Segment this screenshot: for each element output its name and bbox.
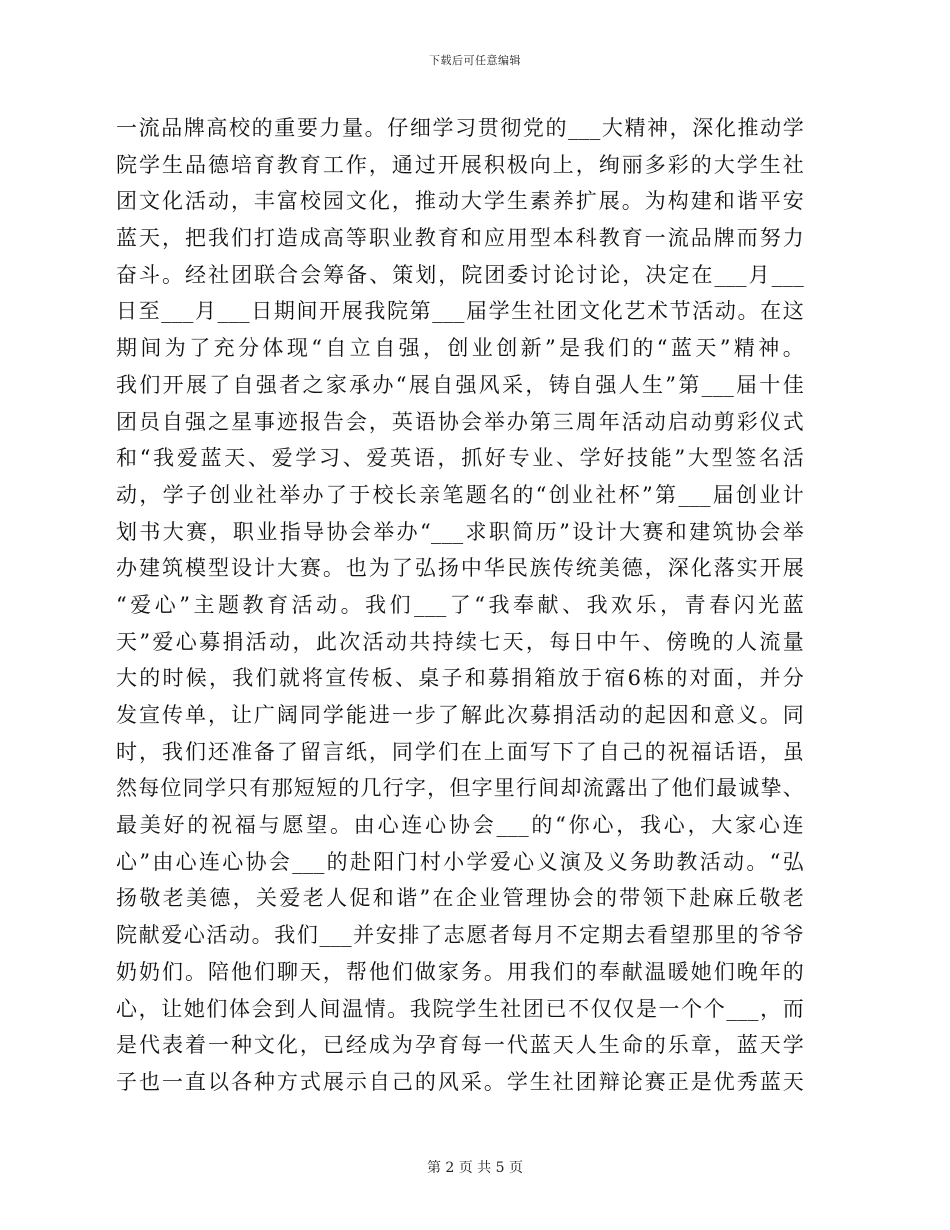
text-line: 院献爱心活动。我们___并安排了志愿者每月不定期去看望那里的爷爷 [116,923,804,948]
text-line: 和“我爱蓝天、爱学习、爱英语，抓好专业、学好技能”大型签名活 [116,446,804,471]
text-line: 院学生品德培育教育工作，通过开展积极向上，绚丽多彩的大学生社 [116,152,804,177]
text-line: 日至___月___日期间开展我院第___届学生社团文化艺术节活动。在这 [116,299,804,324]
text-line: 时，我们还准备了留言纸，同学们在上面写下了自己的祝福话语，虽 [116,739,804,764]
text-line: 奋斗。经社团联合会筹备、策划，院团委讨论讨论，决定在___月___ [116,262,804,287]
text-line: 最美好的祝福与愿望。由心连心协会___的“你心，我心，大家心连 [116,813,804,838]
text-line: 团文化活动，丰富校园文化，推动大学生素养扩展。为构建和谐平安 [116,189,804,214]
text-line: 团员自强之星事迹报告会，英语协会举办第三周年活动启动剪彩仪式 [116,409,804,434]
text-line: 动，学子创业社举办了于校长亲笔题名的“创业社杯”第___届创业计 [116,482,804,507]
text-line: 期间为了充分体现“自立自强，创业创新”是我们的“蓝天”精神。 [116,336,804,361]
text-line: 大的时候，我们就将宣传板、桌子和募捐箱放于宿6栋的对面，并分 [116,666,804,691]
text-line: 扬敬老美德，关爱老人促和谐”在企业管理协会的带领下赴麻丘敬老 [116,886,804,911]
text-line: 奶奶们。陪他们聊天，帮他们做家务。用我们的奉献温暖她们晚年的 [116,959,804,984]
body-paragraph [116,110,804,1101]
text-line: 心，让她们体会到人间温情。我院学生社团已不仅仅是一个个___，而 [116,996,804,1021]
text-line: 蓝天，把我们打造成高等职业教育和应用型本科教育一流品牌而努力 [116,226,804,251]
text-line: 子也一直以各种方式展示自己的风采。学生社团辩论赛正是优秀蓝天 [116,1069,804,1094]
text-line: 划书大赛，职业指导协会举办“___求职简历”设计大赛和建筑协会举 [116,519,804,544]
text-line: 发宣传单，让广阔同学能进一步了解此次募捐活动的起因和意义。同 [116,703,804,727]
text-line: 一流品牌高校的重要力量。仔细学习贯彻党的___大精神，深化推动学 [116,116,804,140]
page-number-footer: 第 2 页 共 5 页 [426,1160,524,1176]
text-line: 办建筑模型设计大赛。也为了弘扬中华民族传统美德，深化落实开展 [116,556,804,581]
page-header: 下载后可任意编辑 [429,54,521,67]
text-line: 天”爱心募捐活动，此次活动共持续七天，每日中午、傍晚的人流量 [116,629,804,654]
text-line: 然每位同学只有那短短的几行字，但字里行间却流露出了他们最诚挚、 [116,776,804,801]
text-line: 是代表着一种文化，已经成为孕育每一代蓝天人生命的乐章，蓝天学 [116,1033,804,1058]
text-line: 心”由心连心协会___的赴阳门村小学爱心义演及义务助教活动。“弘 [116,849,804,874]
text-line: 我们开展了自强者之家承办“展自强风采，铸自强人生”第___届十佳 [116,372,804,397]
text-line: “爱心”主题教育活动。我们___了“我奉献、我欢乐，青春闪光蓝 [116,592,804,617]
